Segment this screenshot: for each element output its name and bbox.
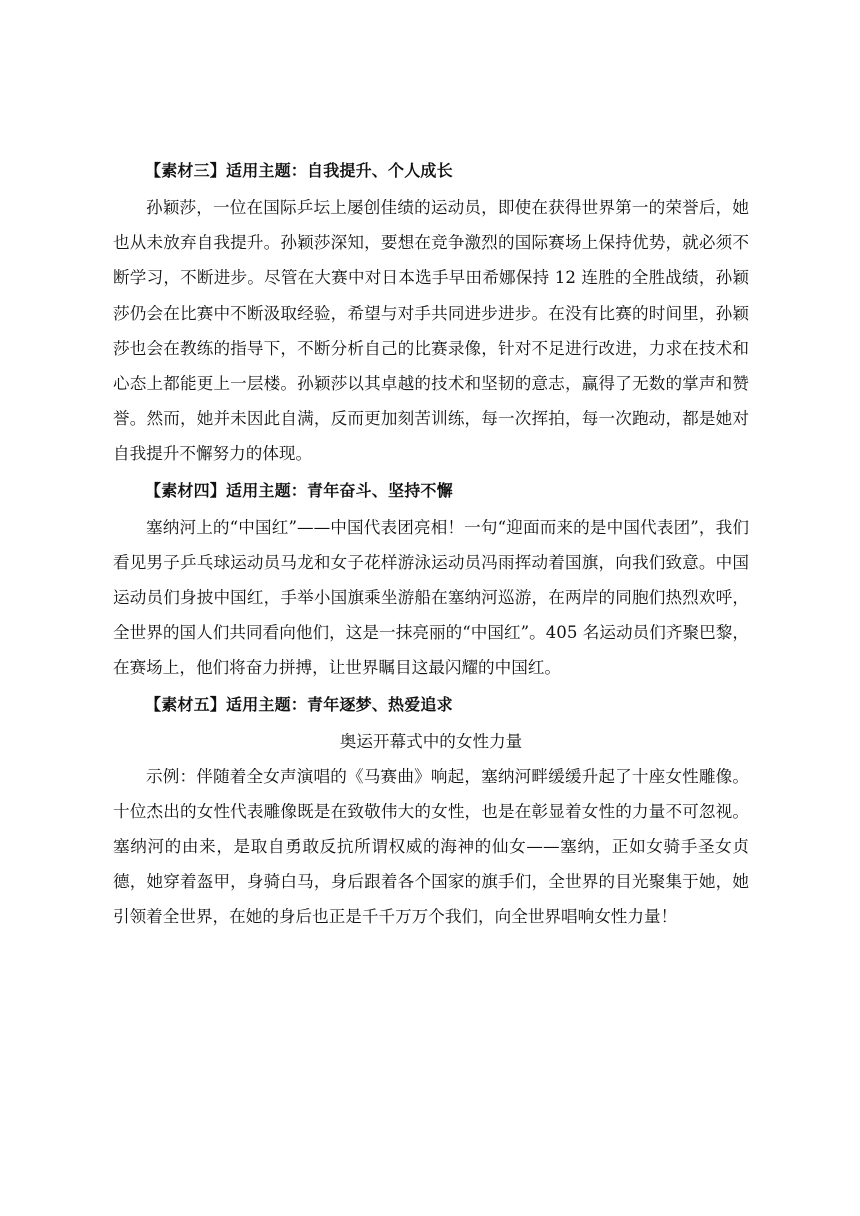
- section-5-subtitle: 奥运开幕式中的女性力量: [339, 731, 523, 751]
- section-4-paragraph: 塞纳河上的“中国红”——中国代表团亮相！一句“迎面而来的是中国代表团”，我们看见男子乒乓球运动员马龙和女子花样游泳运动员冯雨挥动着国旗，向我们致意。中国运动员们身披中国红，手举小国旗乘坐游船在塞纳河巡游，在两岸的同胞们热烈欢呼，全世界的国人们共同看向他们，这是一抹亮丽的“中国红”。405 名运动员们齐聚巴黎，在赛场上，他们将奋力拼搏，让世界瞩目这最闪耀的中国红。: [113, 517, 749, 678]
- document-body: [113, 152, 749, 935]
- section-5-heading: 【素材五】适用主题：青年逐梦、热爱追求: [145, 694, 453, 714]
- section-3-heading: 【素材三】适用主题：自我提升、个人成长: [145, 161, 453, 180]
- section-4-heading: 【素材四】适用主题：青年奋斗、坚持不懈: [145, 480, 453, 500]
- section-3-paragraph: 孙颖莎，一位在国际乒坛上屡创佳绩的运动员，即使在获得世界第一的荣誉后，她也从未放弃自我提升。孙颖莎深知，要想在竞争激烈的国际赛场上保持优势，就必须不断学习，不断进步。尽管在大赛中对日本选手早田希娜保持 12 连胜的全胜战绩，孙颖莎仍会在比赛中不断汲取经验，希望与对手共同进步进步。在没有比赛的时间里，孙颖莎也会在教练的指导下，不断分析自己的比赛录像，针对不足进行改进，力求在技术和心态上都能更上一层楼。孙颖莎以其卓越的技术和坚韧的意志，赢得了无数的掌声和赞誉。然而，她并未因此自满，反而更加刻苦训练，每一次挥拍，每一次跑动，都是她对自我提升不懈努力的体现。: [113, 198, 749, 464]
- section-5-paragraph: 示例：伴随着全女声演唱的《马赛曲》响起，塞纳河畔缓缓升起了十座女性雕像。十位杰出的女性代表雕像既是在致敬伟大的女性，也是在彰显着女性的力量不可忽视。塞纳河的由来，是取自勇敢反抗所谓权威的海神的仙女——塞纳，正如女骑手圣女贞德，她穿着盔甲，身骑白马，身后跟着各个国家的旗手们，全世界的目光聚集于她，她引领着全世界，在她的身后也正是千千万万个我们，向全世界唱响女性力量！: [113, 766, 749, 927]
